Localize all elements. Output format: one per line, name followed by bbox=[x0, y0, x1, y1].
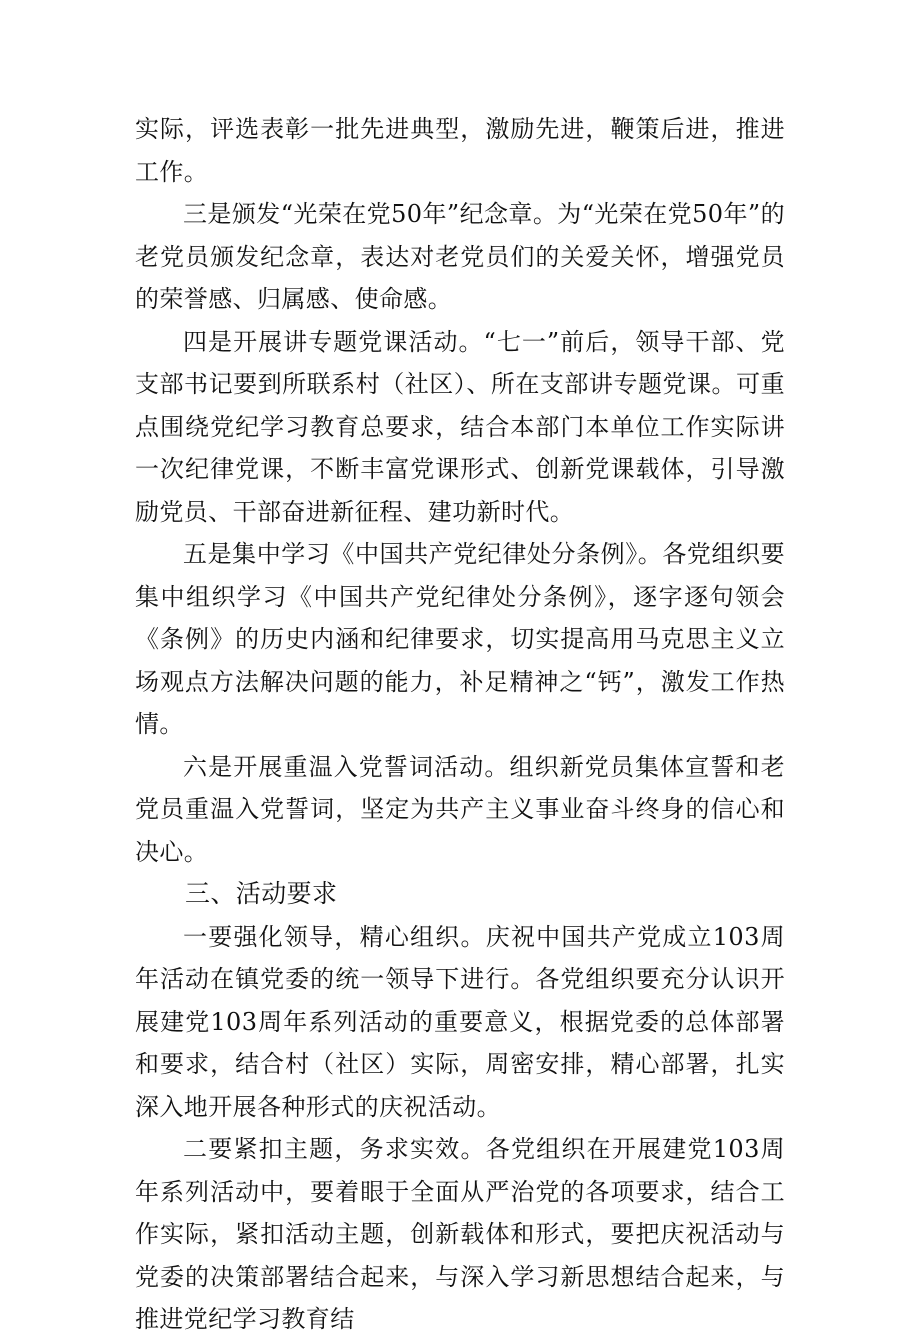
paragraph-discipline-study: 五是集中学习《中国共产党纪律处分条例》。各党组织要集中组织学习《中国共产党纪律处分条例》，逐字逐句领会《条例》的历史内涵和纪律要求，切实提高用马克思主义立场观点方法解决问题的能力，补足精神之“钙”，激发工作热情。 bbox=[135, 540, 785, 738]
paragraph-medal-award: 三是颁发“光荣在党50年”纪念章。为“光荣在党50年”的老党员颁发纪念章，表达对老党员们的关爱关怀，增强党员的荣誉感、归属感、使命感。 bbox=[135, 200, 785, 313]
paragraph-party-lecture: 四是开展讲专题党课活动。“七一”前后，领导干部、党支部书记要到所联系村（社区）、所在支部讲专题党课。可重点围绕党纪学习教育总要求，结合本部门本单位工作实际讲一次纪律党课，不断丰富党课形式、创新党课载体，引导激励党员、干部奋进新征程、建功新时代。 bbox=[135, 327, 785, 526]
section-heading: 三、活动要求 bbox=[185, 879, 338, 908]
paragraph-oath-review: 六是开展重温入党誓词活动。组织新党员集体宣誓和老党员重温入党誓词，坚定为共产主义事业奋斗终身的信心和决心。 bbox=[135, 752, 785, 866]
paragraph-theme-focus: 二要紧扣主题，务求实效。各党组织在开展建党103周年系列活动中，要着眼于全面从严治党的各项要求，结合工作实际，紧扣活动主题，创新载体和形式，要把庆祝活动与党委的决策部署结合起来，与深入学习新思想结合起来，与推进党纪学习教育结 bbox=[135, 1135, 785, 1333]
paragraph-continuation: 实际，评选表彰一批先进典型，激励先进，鞭策后进，推进工作。 bbox=[135, 115, 785, 186]
document-body bbox=[135, 108, 785, 1341]
paragraph-leadership: 一要强化领导，精心组织。庆祝中国共产党成立103周年活动在镇党委的统一领导下进行。各党组织要充分认识开展建党103周年系列活动的重要意义，根据党委的总体部署和要求，结合村（社区）实际，周密安排，精心部署，扎实深入地开展各种形式的庆祝活动。 bbox=[135, 922, 785, 1121]
